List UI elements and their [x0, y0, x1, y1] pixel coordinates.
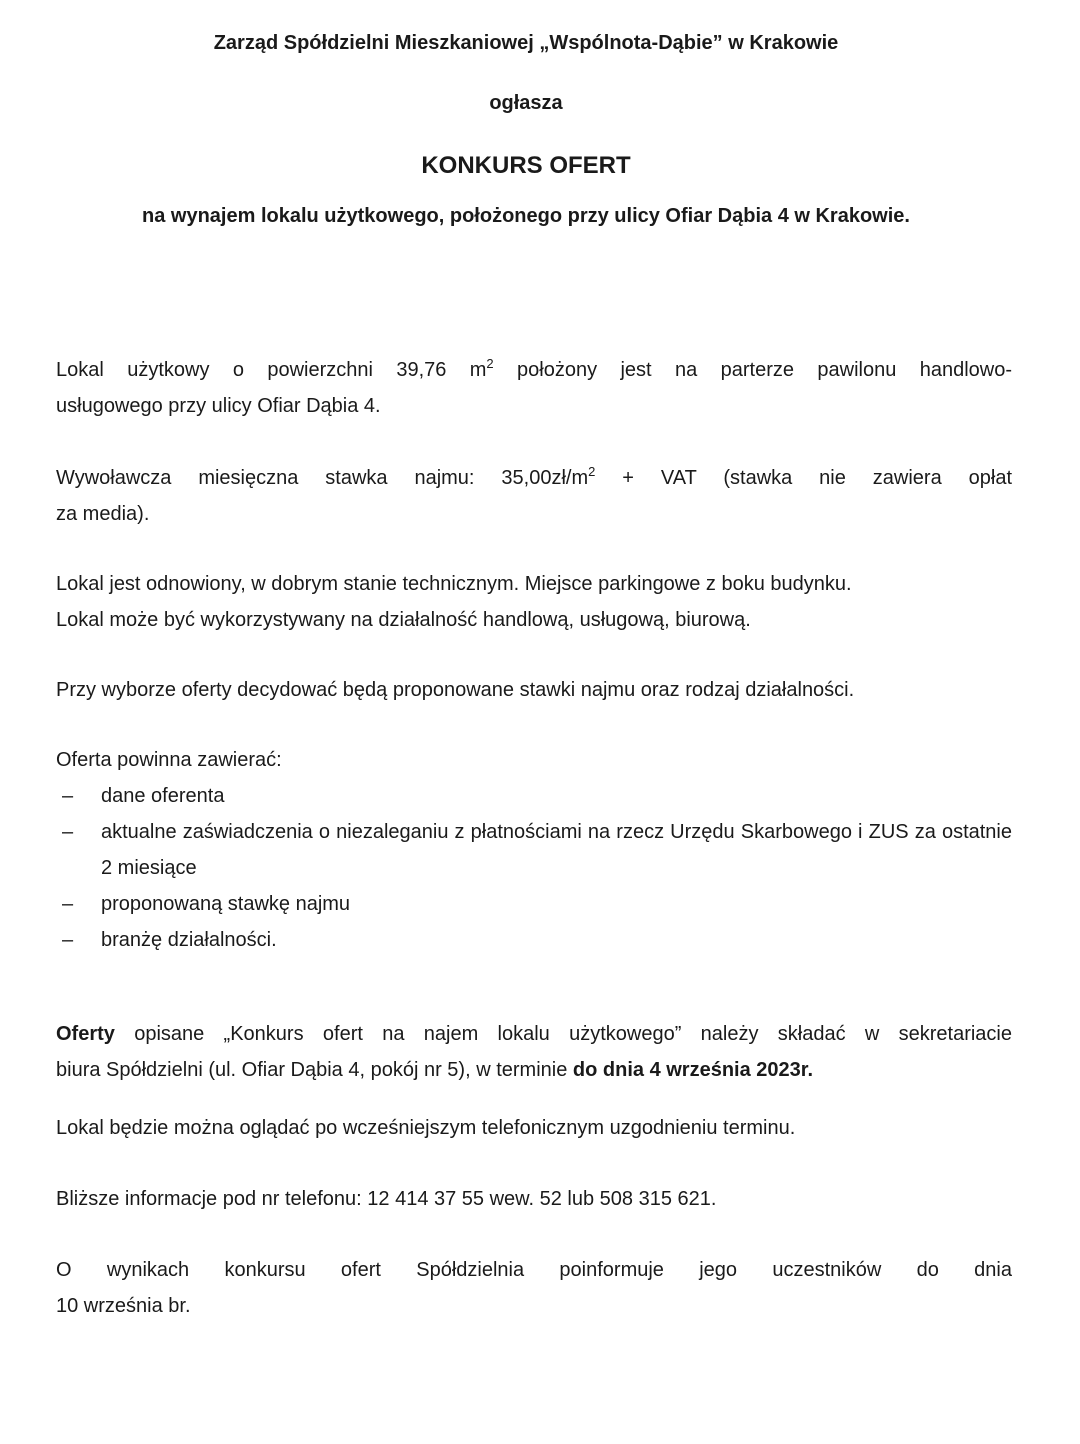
- paragraph-offer-requirements: [56, 742, 1012, 958]
- superscript: 2: [588, 464, 596, 479]
- page-title: KONKURS OFERT: [421, 152, 631, 179]
- list-item: [56, 886, 1012, 922]
- paragraph-rate-line2: za media).: [56, 503, 150, 525]
- paragraph-rate-line1: [56, 460, 1012, 496]
- dash-bullet: –: [62, 929, 74, 951]
- rate-text: Wywoławcza miesięczna stawka najmu: 35,00zł/m: [56, 467, 589, 489]
- offers-bold: Oferty: [56, 1023, 115, 1045]
- paragraph-condition: [56, 566, 1012, 638]
- submission-text-cont: biura Spółdzielni (ul. Ofiar Dąbia 4, pokój nr 5), w terminie: [56, 1059, 573, 1081]
- paragraph-results-line1: O wynikach konkursu ofert Spółdzielnia poinformuje jego uczestników do dnia: [56, 1259, 1012, 1281]
- rate-text-cont: + VAT (stawka nie zawiera opłat: [595, 467, 1012, 489]
- paragraph-results: [56, 1252, 1012, 1324]
- paragraph-rate: [56, 460, 1012, 532]
- paragraph-selection: Przy wyborze oferty decydować będą proponowane stawki najmu oraz rodzaj działalności.: [56, 679, 855, 701]
- dash-bullet: –: [62, 821, 74, 843]
- paragraph-contact: Bliższe informacje pod nr telefonu: 12 414 37 55 wew. 52 lub 508 315 621.: [56, 1188, 717, 1210]
- deadline-bold: do dnia 4 września 2023r.: [572, 1059, 814, 1081]
- announces-text: ogłasza: [489, 92, 563, 114]
- list-item: [56, 922, 1012, 958]
- requirements-intro: Oferta powinna zawierać:: [56, 749, 282, 771]
- area-text-cont: położony jest na parterze pawilonu handlowo-: [493, 359, 1012, 381]
- list-item-text: proponowaną stawkę najmu: [101, 893, 351, 915]
- dash-bullet: –: [62, 785, 74, 807]
- list-item-text: aktualne zaświadczenia o niezaleganiu z płatnościami na rzecz Urzędu Skarbowego i ZUS za ostatnie 2 miesiące: [101, 821, 1012, 879]
- paragraph-viewing: Lokal będzie można oglądać po wcześniejszym telefonicznym uzgodnieniu terminu.: [56, 1117, 796, 1139]
- submission-text: opisane „Konkurs ofert na najem lokalu użytkowego” należy składać w sekretariacie: [114, 1023, 1012, 1045]
- list-item: [56, 814, 1012, 886]
- page-subtitle: na wynajem lokalu użytkowego, położonego przy ulicy Ofiar Dąbia 4 w Krakowie.: [142, 205, 910, 227]
- paragraph-condition-line2: Lokal może być wykorzystywany na działalność handlową, usługową, biurową.: [56, 609, 751, 631]
- paragraph-condition-line1: Lokal jest odnowiony, w dobrym stanie technicznym. Miejsce parkingowe z boku budynku.: [56, 573, 852, 595]
- superscript: 2: [486, 356, 494, 371]
- organization-name: Zarząd Spółdzielni Mieszkaniowej „Wspólnota-Dąbie” w Krakowie: [213, 32, 839, 54]
- paragraph-area: [56, 352, 1012, 424]
- list-item-text: branżę działalności.: [101, 929, 277, 951]
- paragraph-submission-line2: [56, 1052, 1012, 1088]
- paragraph-submission-line1: [56, 1016, 1012, 1052]
- requirements-list: [56, 778, 1012, 958]
- area-text: Lokal użytkowy o powierzchni 39,76 m: [56, 359, 487, 381]
- paragraph-submission: [56, 1016, 1012, 1088]
- paragraph-results-line2: 10 września br.: [56, 1295, 191, 1317]
- paragraph-area-line2: usługowego przy ulicy Ofiar Dąbia 4.: [56, 395, 381, 417]
- list-item-text: dane oferenta: [101, 785, 225, 807]
- paragraph-area-line1: [56, 352, 1012, 388]
- list-item: [56, 778, 1012, 814]
- dash-bullet: –: [62, 893, 74, 915]
